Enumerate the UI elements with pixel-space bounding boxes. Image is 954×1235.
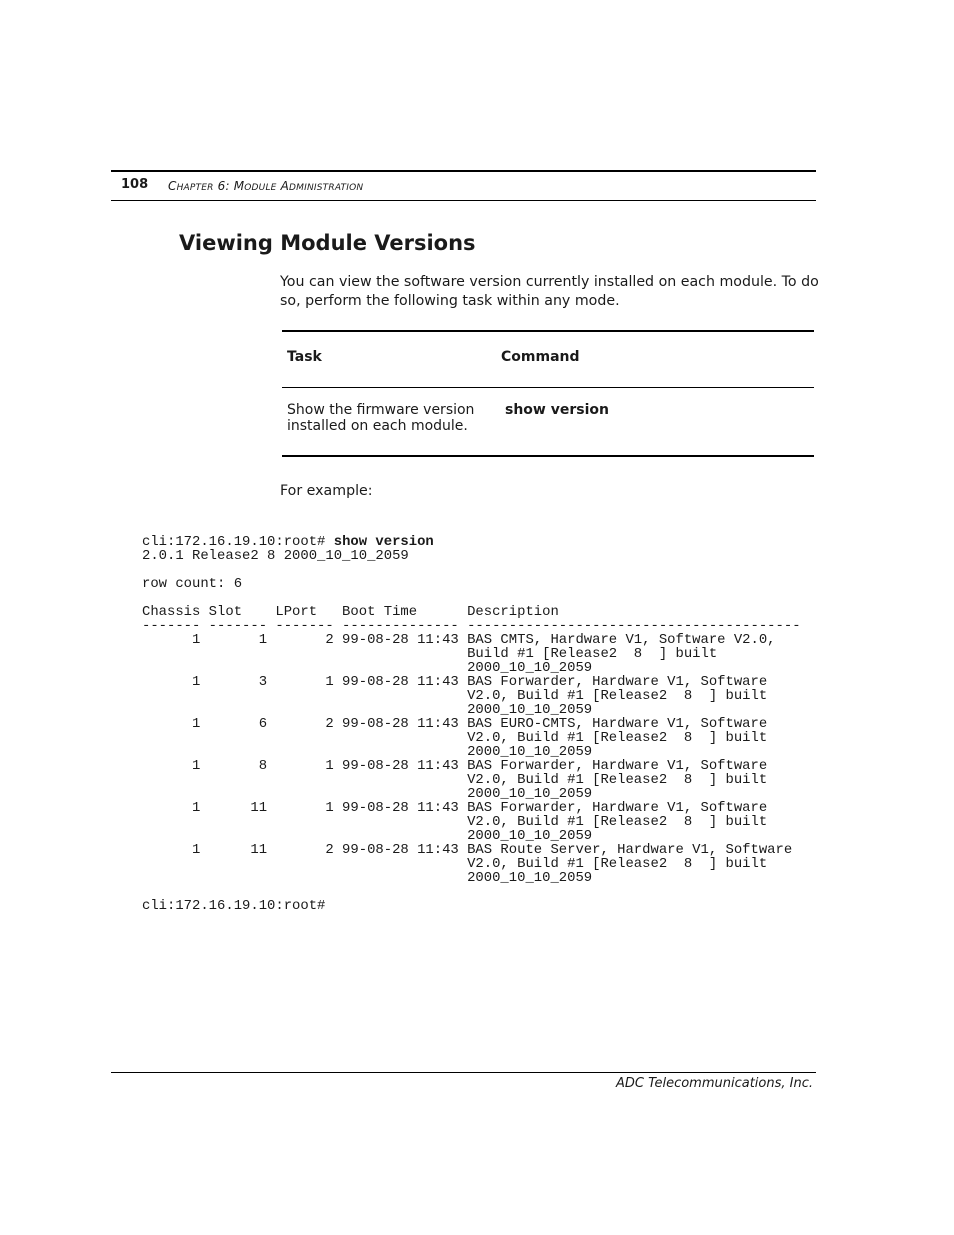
footer-rule: [111, 1072, 816, 1073]
for-example-label: For example:: [280, 483, 373, 499]
table-header-command: Command: [501, 349, 580, 365]
header-rule-top: [111, 170, 816, 172]
page-number: 108: [121, 177, 149, 192]
cli-prompt: cli:172.16.19.10:root#: [142, 534, 334, 550]
table-cell-command: show version: [505, 402, 609, 418]
running-head: CHAPTER 6: MODULE ADMINISTRATION: [168, 179, 364, 193]
table-rule-middle: [282, 387, 814, 388]
code-example: [142, 535, 801, 913]
table-cell-task: Show the firmware version installed on each module.: [287, 402, 475, 434]
header-rule-bottom: [111, 200, 816, 201]
table-rule-top: [282, 330, 814, 332]
table-rule-bottom: [282, 455, 814, 457]
intro-paragraph: You can view the software version currently installed on each module. To do so, perform the following task within any mode.: [280, 274, 819, 309]
footer-company: ADC Telecommunications, Inc.: [616, 1076, 813, 1091]
table-header-task: Task: [287, 349, 322, 365]
task-table: [282, 330, 814, 457]
cli-output: 2.0.1 Release2 8 2000_10_10_2059 row count: 6 Chassis Slot LPort Boot Time Description ------- ------- ------- -------------- ---------------------------------------- 1 1 2 99-08-28 11:43 BAS CMTS, Hardware V1, Software V2.0, Build #1 [Release2 8 ] built 2000_10_10_2059 1 3 1 99-08-28 11:43 BAS Forwarder, Hardware V1, Software V2.0, Build #1 [Release2 8 ] built 2000_10_10_2059 1 6 2 99-08-28 11:43 BAS EURO-CMTS, Hardware V1, Software V2.0, Build #1 [Release2 8 ] built 2000_10_10_2059 1 8 1 99-08-28 11:43 BAS Forwarder, Hardware V1, Software V2.0, Build #1 [Release2 8 ] built 2000_10_10_2059 1 11 1 99-08-28 11:43 BAS Forwarder, Hardware V1, Software V2.0, Build #1 [Release2 8 ] built 2000_10_10_2059 1 11 2 99-08-28 11:43 BAS Route Server, Hardware V1, Software V2.0, Build #1 [Release2 8 ] built 2000_10_10_2059 cli:172.16.19.10:root#: [142, 548, 801, 914]
cli-command: show version: [333, 534, 434, 550]
section-title: Viewing Module Versions: [179, 231, 476, 255]
